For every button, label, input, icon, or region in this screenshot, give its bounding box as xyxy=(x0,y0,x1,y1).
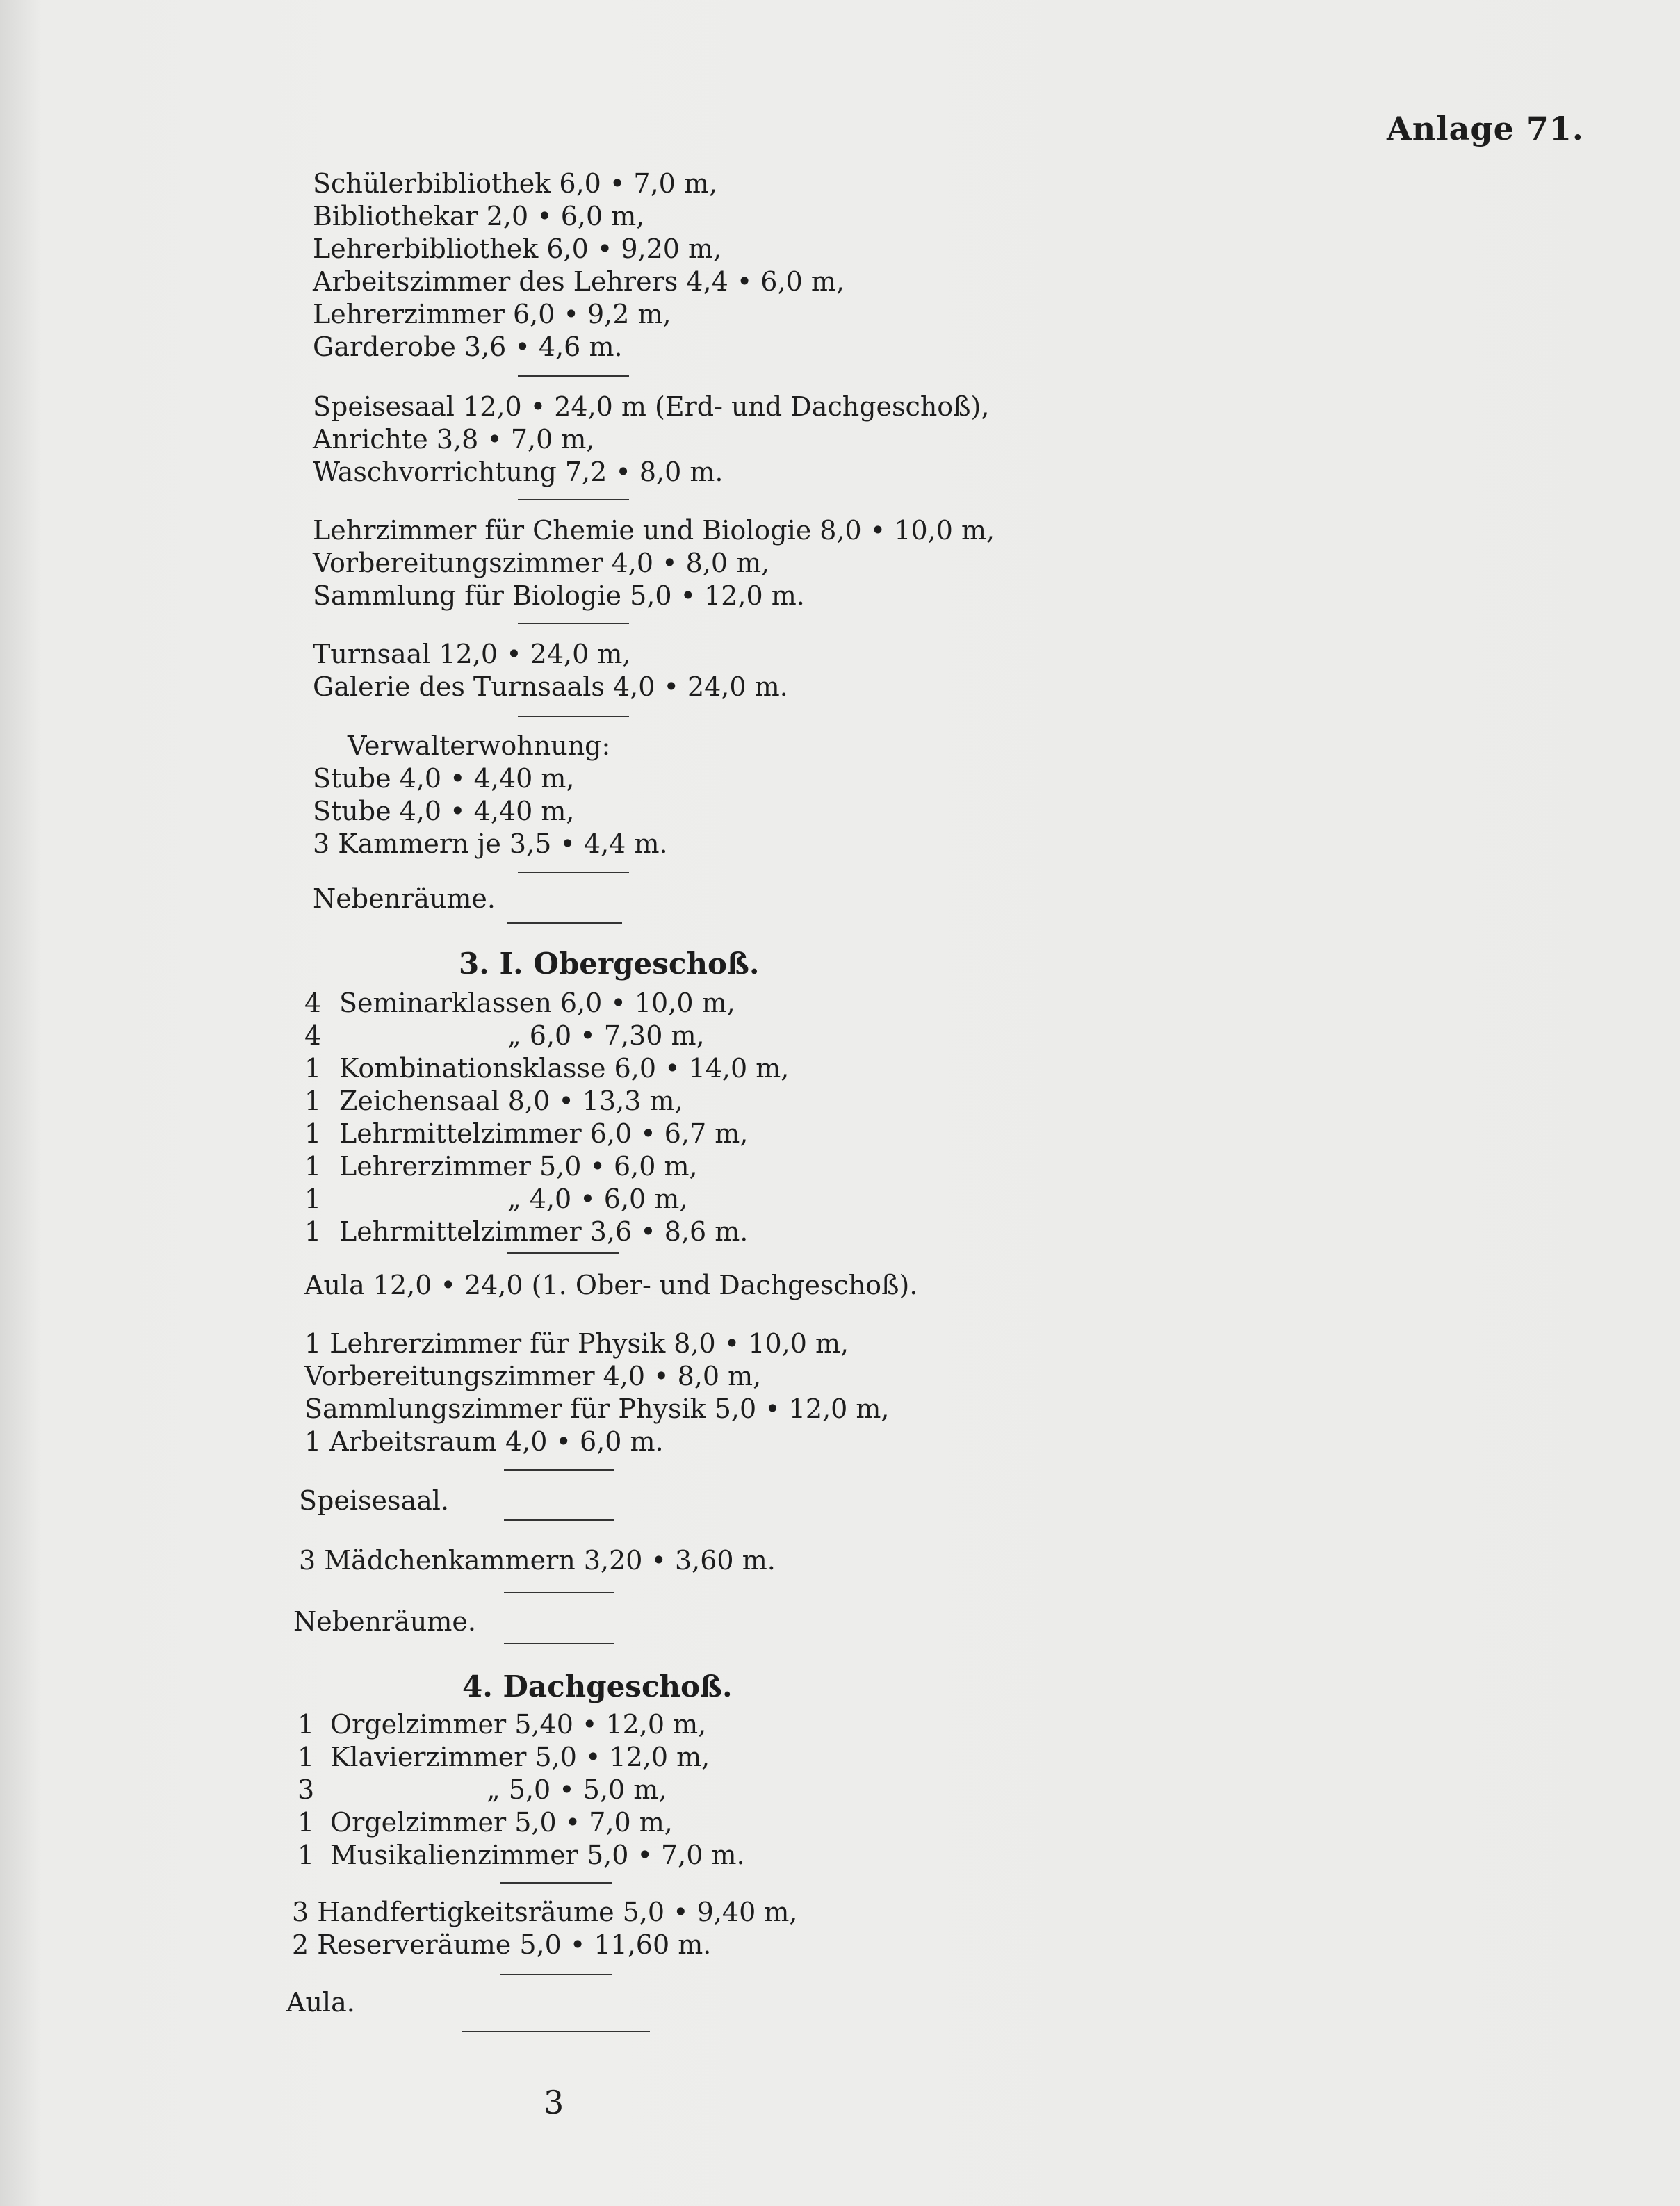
text-line: Aula 12,0 • 24,0 (1. Ober- und Dachgeschoß). xyxy=(304,1270,918,1300)
text-line: Lehrerzimmer 6,0 • 9,2 m, xyxy=(313,299,671,329)
text-line: 3 Mädchenkammern 3,20 • 3,60 m. xyxy=(299,1545,776,1576)
text-line: Klavierzimmer 5,0 • 12,0 m, xyxy=(330,1742,710,1772)
count-number: 1 xyxy=(304,1216,322,1247)
text-line: 2 Reserveräume 5,0 • 11,60 m. xyxy=(292,1929,712,1960)
section-heading: 3. I. Obergeschoß. xyxy=(459,947,760,981)
text-line: 1 Lehrerzimmer für Physik 8,0 • 10,0 m, xyxy=(304,1328,849,1359)
text-line: Schülerbibliothek 6,0 • 7,0 m, xyxy=(313,168,718,199)
divider xyxy=(518,623,629,624)
text-line: 3 Kammern je 3,5 • 4,4 m. xyxy=(313,828,668,859)
count-number: 1 xyxy=(297,1709,315,1740)
count-number: 4 xyxy=(304,988,322,1018)
text-line: Nebenräume. xyxy=(293,1606,476,1637)
divider xyxy=(462,2031,650,2032)
text-line: Stube 4,0 • 4,40 m, xyxy=(313,763,575,794)
text-line: Anrichte 3,8 • 7,0 m, xyxy=(313,424,595,455)
divider xyxy=(507,1252,619,1254)
text-line: Speisesaal 12,0 • 24,0 m (Erd- und Dachgeschoß), xyxy=(313,391,990,422)
text-line: Seminarklassen 6,0 • 10,0 m, xyxy=(339,988,735,1018)
section-subtitle: Verwalterwohnung: xyxy=(348,730,611,761)
text-line: Orgelzimmer 5,0 • 7,0 m, xyxy=(330,1807,673,1838)
text-line: Speisesaal. xyxy=(299,1485,450,1516)
divider xyxy=(504,1643,614,1644)
text-line: Arbeitszimmer des Lehrers 4,4 • 6,0 m, xyxy=(313,266,845,297)
count-number: 1 xyxy=(297,1742,315,1772)
divider xyxy=(500,1974,612,1975)
text-line: Garderobe 3,6 • 4,6 m. xyxy=(313,332,623,362)
text-line: Waschvorrichtung 7,2 • 8,0 m. xyxy=(313,457,724,487)
text-line: Stube 4,0 • 4,40 m, xyxy=(313,796,575,826)
text-line: Zeichensaal 8,0 • 13,3 m, xyxy=(339,1086,683,1116)
divider xyxy=(518,872,629,873)
divider xyxy=(500,1882,612,1884)
divider xyxy=(507,922,622,924)
text-line: Lehrmittelzimmer 6,0 • 6,7 m, xyxy=(339,1118,749,1149)
text-line: Vorbereitungszimmer 4,0 • 8,0 m, xyxy=(313,548,770,578)
count-number: 1 xyxy=(304,1118,322,1149)
text-line: 1 Arbeitsraum 4,0 • 6,0 m. xyxy=(304,1426,664,1457)
count-number: 1 xyxy=(304,1151,322,1182)
count-number: 4 xyxy=(304,1020,322,1051)
text-line: Kombinationsklasse 6,0 • 14,0 m, xyxy=(339,1053,790,1084)
text-line: Orgelzimmer 5,40 • 12,0 m, xyxy=(330,1709,707,1740)
divider xyxy=(518,499,629,500)
text-line: Lehrmittelzimmer 3,6 • 8,6 m. xyxy=(339,1216,749,1247)
page-number: 3 xyxy=(544,2084,564,2121)
divider xyxy=(504,1519,614,1521)
text-line: Lehrzimmer für Chemie und Biologie 8,0 • 10,0 m, xyxy=(313,515,995,546)
divider xyxy=(504,1469,614,1471)
text-line: Lehrerbibliothek 6,0 • 9,20 m, xyxy=(313,234,722,264)
divider xyxy=(518,375,629,377)
text-line: Musikalienzimmer 5,0 • 7,0 m. xyxy=(330,1840,745,1870)
section-heading: 4. Dachgeschoß. xyxy=(462,1669,733,1703)
count-number: 1 xyxy=(304,1053,322,1084)
text-line: „ 5,0 • 5,0 m, xyxy=(487,1774,667,1805)
text-line: Sammlung für Biologie 5,0 • 12,0 m. xyxy=(313,580,805,611)
text-line: Galerie des Turnsaals 4,0 • 24,0 m. xyxy=(313,671,788,702)
text-line: „ 6,0 • 7,30 m, xyxy=(507,1020,705,1051)
count-number: 1 xyxy=(304,1184,322,1214)
text-line: Vorbereitungszimmer 4,0 • 8,0 m, xyxy=(304,1361,762,1391)
text-line: „ 4,0 • 6,0 m, xyxy=(507,1184,688,1214)
text-line: 3 Handfertigkeitsräume 5,0 • 9,40 m, xyxy=(292,1897,798,1927)
text-line: Sammlungszimmer für Physik 5,0 • 12,0 m, xyxy=(304,1394,890,1424)
text-line: Turnsaal 12,0 • 24,0 m, xyxy=(313,639,631,669)
count-number: 1 xyxy=(297,1840,315,1870)
text-line: Nebenräume. xyxy=(313,883,496,914)
divider xyxy=(504,1592,614,1593)
count-number: 3 xyxy=(297,1774,315,1805)
annex-label: Anlage 71. xyxy=(1387,110,1584,147)
count-number: 1 xyxy=(297,1807,315,1838)
text-line: Lehrerzimmer 5,0 • 6,0 m, xyxy=(339,1151,698,1182)
text-line: Bibliothekar 2,0 • 6,0 m, xyxy=(313,201,645,231)
count-number: 1 xyxy=(304,1086,322,1116)
divider xyxy=(518,716,629,717)
text-line: Aula. xyxy=(286,1987,355,2018)
